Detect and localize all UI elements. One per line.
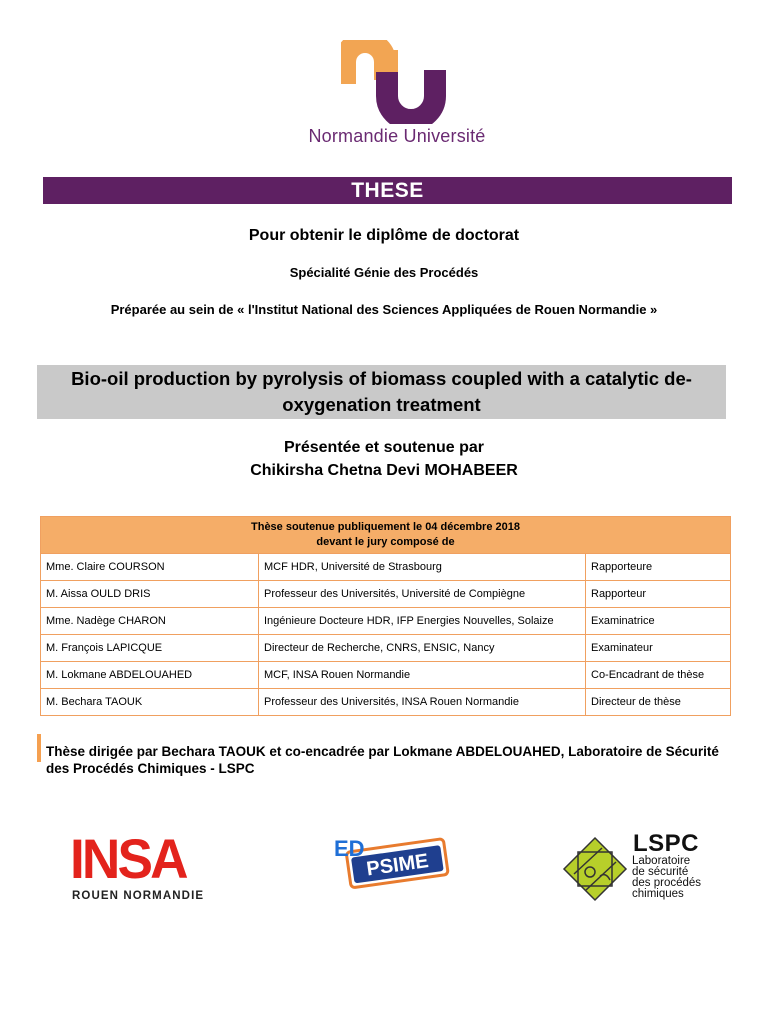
jury-role: Examinateur: [586, 635, 731, 662]
banner-title: THESE: [351, 178, 424, 202]
jury-name: M. François LAPICQUE: [41, 635, 259, 662]
jury-header-line2: devant le jury composé de: [316, 536, 455, 548]
ed-prefix-text: ED: [334, 836, 365, 861]
psime-text: PSIME: [365, 850, 430, 881]
jury-role: Rapporteure: [586, 554, 731, 581]
lspc-subtitle: [632, 856, 701, 900]
jury-table: [40, 516, 731, 716]
author-name: Chikirsha Chetna Devi MOHABEER: [250, 462, 518, 479]
thesis-title-box: [37, 365, 726, 419]
insa-logo-text: INSA: [70, 827, 186, 890]
specialite-line: Spécialité Génie des Procédés: [289, 265, 479, 280]
jury-header-row: [41, 517, 731, 554]
jury-name: Mme. Nadège CHARON: [41, 608, 259, 635]
jury-name: M. Aissa OULD DRIS: [41, 581, 259, 608]
lspc-line: de sécurité: [632, 866, 689, 878]
thesis-title: Bio-oil production by pyrolysis of biomass coupled with a catalytic de-oxygenation treatment: [71, 368, 692, 415]
direction-note: Thèse dirigée par Bechara TAOUK et co-encadrée par Lokmane ABDELOUAHED, Laboratoire de Sécurité des Procédés Chimiques - LSPC: [46, 744, 719, 776]
jury-role: Co-Encadrant de thèse: [586, 662, 731, 689]
jury-name: Mme. Claire COURSON: [41, 554, 259, 581]
university-name: Normandie Université: [308, 126, 486, 146]
normandie-universite-logo: [341, 40, 453, 124]
jury-affiliation: MCF, INSA Rouen Normandie: [259, 662, 586, 689]
lspc-logo: [562, 832, 702, 904]
lspc-title: LSPC: [633, 830, 700, 857]
jury-affiliation: Directeur de Recherche, CNRS, ENSIC, Nancy: [259, 635, 586, 662]
jury-affiliation: Professeur des Universités, Université de Compiègne: [259, 581, 586, 608]
preparee-line: Préparée au sein de « l'Institut National des Sciences Appliquées de Rouen Normandie »: [110, 302, 658, 317]
jury-role: Rapporteur: [586, 581, 731, 608]
table-row: [41, 689, 731, 716]
insa-logo: [70, 827, 210, 906]
lspc-line: des procédés: [632, 877, 702, 889]
jury-affiliation: Ingénieure Docteure HDR, IFP Energies Nouvelles, Solaize: [259, 608, 586, 635]
table-row: [41, 608, 731, 635]
jury-header-line1: Thèse soutenue publiquement le 04 décembre 2018: [251, 521, 520, 533]
jury-affiliation: Professeur des Universités, INSA Rouen Normandie: [259, 689, 586, 716]
jury-name: M. Bechara TAOUK: [41, 689, 259, 716]
these-banner: [43, 177, 732, 204]
table-row: [41, 635, 731, 662]
insa-logo-subtitle: ROUEN NORMANDIE: [72, 890, 205, 902]
jury-affiliation: MCF HDR, Université de Strasbourg: [259, 554, 586, 581]
table-row: [41, 662, 731, 689]
lspc-line: chimiques: [632, 888, 684, 900]
direction-accent-bar: [37, 734, 41, 762]
table-row: [41, 581, 731, 608]
jury-name: M. Lokmane ABDELOUAHED: [41, 662, 259, 689]
diplome-line: Pour obtenir le diplôme de doctorat: [248, 227, 520, 244]
presented-by-line: Présentée et soutenue par: [283, 439, 485, 456]
jury-header-cell: [41, 517, 731, 554]
jury-role: Examinatrice: [586, 608, 731, 635]
lspc-emblem-icon: [562, 836, 628, 902]
table-row: [41, 554, 731, 581]
jury-role: Directeur de thèse: [586, 689, 731, 716]
ed-psime-logo: [332, 832, 452, 892]
lspc-line: Laboratoire: [632, 855, 691, 867]
